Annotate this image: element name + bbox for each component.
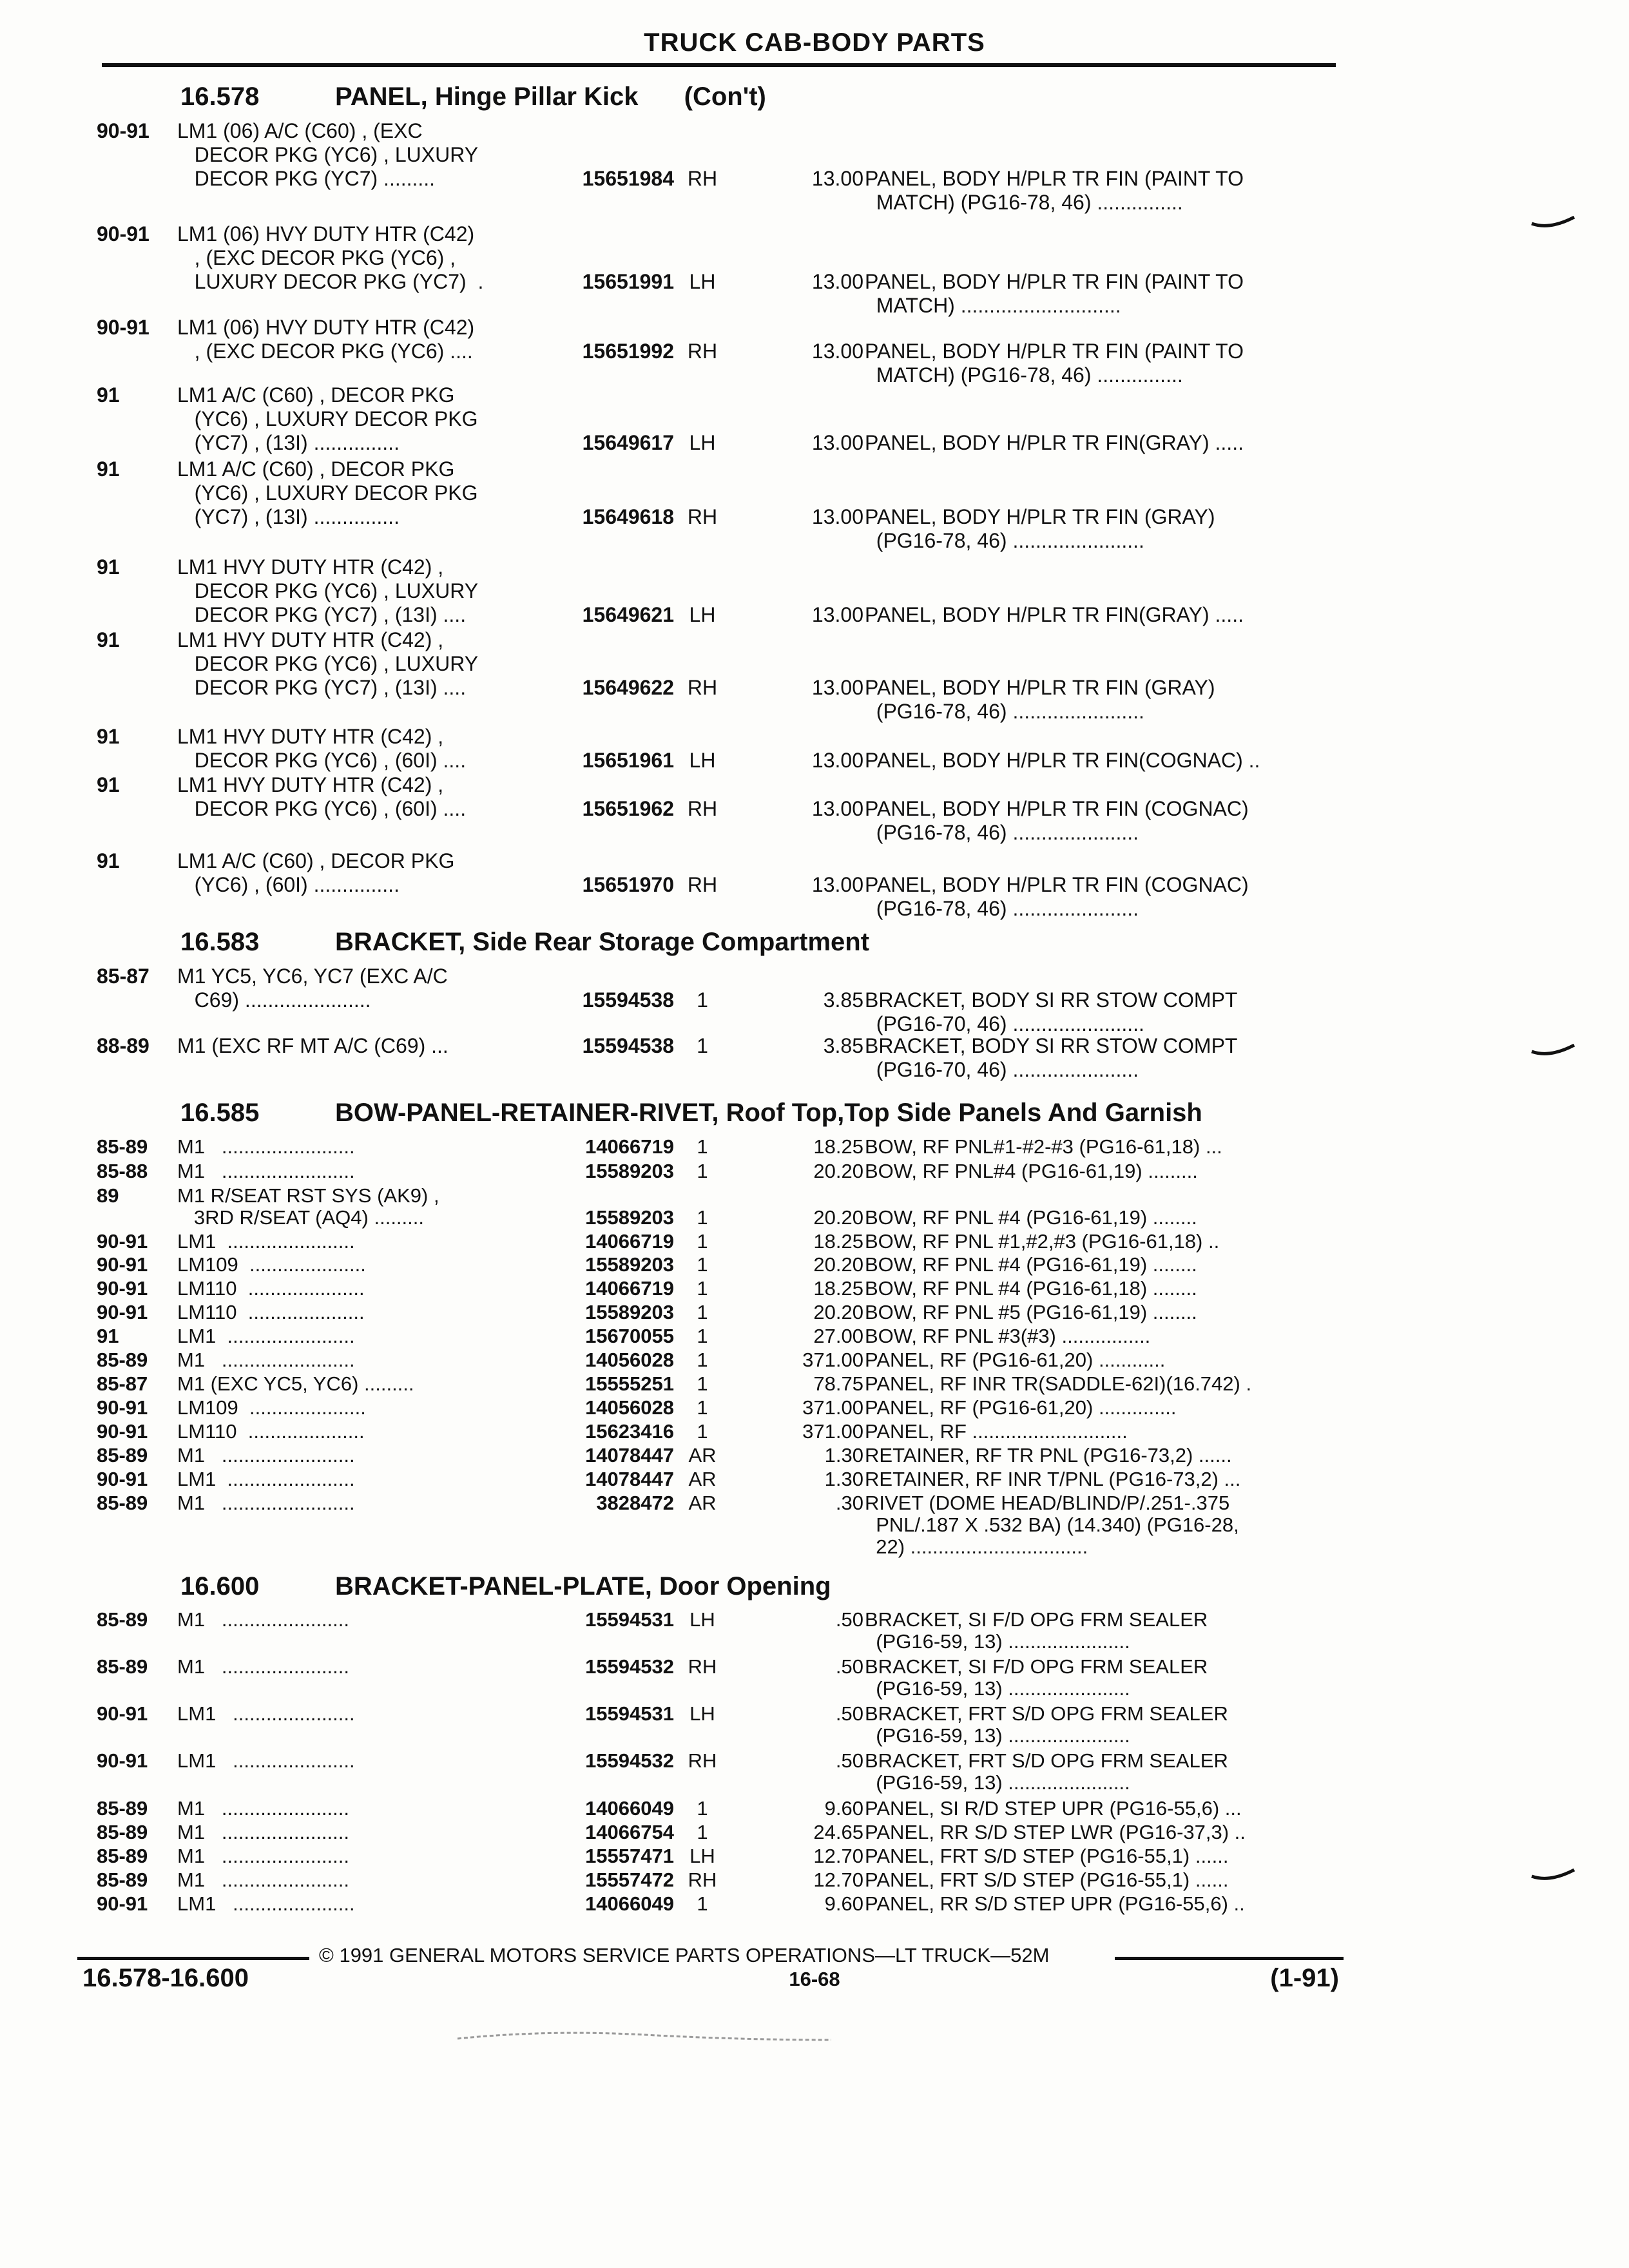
- usage-description: LM1 ......................: [177, 1749, 355, 1772]
- part-number: 15594531: [585, 1608, 674, 1631]
- usage-description: M1 .......................: [177, 1821, 349, 1843]
- model-years: 90-91: [97, 1253, 148, 1276]
- usage-description: LM1 .......................: [177, 1325, 355, 1347]
- part-name: BOW, RF PNL #1,#2,#3 (PG16-61,18) ..: [865, 1230, 1220, 1253]
- usage-description: M1 .......................: [177, 1655, 349, 1678]
- price: 12.70: [813, 1869, 863, 1891]
- usage-description: LM1 A/C (C60) , DECOR PKG (YC6) , (60I) ...............: [177, 849, 455, 896]
- quantity: 1: [697, 1135, 708, 1158]
- quantity: RH: [687, 167, 718, 190]
- price: 13.00: [811, 167, 863, 190]
- part-name: BRACKET, SI F/D OPG FRM SEALER (PG16-59, 13) ......................: [865, 1608, 1208, 1653]
- usage-description: LM1 (06) HVY DUTY HTR (C42) , (EXC DECOR PKG (YC6) ....: [177, 316, 475, 363]
- price: 20.20: [813, 1253, 863, 1276]
- quantity: 1: [697, 1034, 708, 1057]
- usage-description: M1 R/SEAT RST SYS (AK9) , 3RD R/SEAT (AQ4) .........: [177, 1184, 439, 1229]
- part-name: PANEL, BODY H/PLR TR FIN (COGNAC) (PG16-78, 46) ......................: [865, 873, 1249, 920]
- price: 13.00: [811, 797, 863, 820]
- price: .50: [835, 1749, 863, 1772]
- part-number: 15651984: [582, 167, 674, 190]
- part-number: 14078447: [585, 1444, 674, 1466]
- part-number: 15651992: [582, 340, 674, 363]
- price: 371.00: [802, 1396, 863, 1419]
- part-name: PANEL, BODY H/PLR TR FIN (COGNAC) (PG16-78, 46) ......................: [865, 797, 1249, 844]
- model-years: 90-91: [97, 222, 149, 245]
- part-number: 15651961: [582, 749, 674, 772]
- usage-description: M1 (EXC RF MT A/C (C69) ...: [177, 1034, 448, 1057]
- part-name: BOW, RF PNL #5 (PG16-61,19) ........: [865, 1301, 1197, 1323]
- quantity: 1: [697, 1372, 708, 1395]
- usage-description: LM1 A/C (C60) , DECOR PKG (YC6) , LUXURY DECOR PKG (YC7) , (13I) ...............: [177, 383, 478, 454]
- usage-description: LM1 HVY DUTY HTR (C42) , DECOR PKG (YC6) , LUXURY DECOR PKG (YC7) , (13I) ....: [177, 628, 479, 699]
- model-years: 89: [97, 1184, 119, 1207]
- part-number: 15594538: [582, 1034, 674, 1057]
- section-number: 16.578: [180, 82, 260, 111]
- model-years: 90-91: [97, 316, 149, 339]
- part-number: 15594532: [585, 1749, 674, 1772]
- model-years: 85-89: [97, 1492, 148, 1514]
- quantity: 1: [697, 1420, 708, 1443]
- price: 13.00: [811, 873, 863, 896]
- part-number: 14066719: [585, 1277, 674, 1300]
- quantity: 1: [697, 1821, 708, 1843]
- part-number: 15651970: [582, 873, 674, 896]
- section-header-16585: [97, 1099, 1336, 1129]
- model-years: 85-89: [97, 1349, 148, 1371]
- model-years: 85-89: [97, 1135, 148, 1158]
- quantity: 1: [697, 1277, 708, 1300]
- model-years: 91: [97, 849, 120, 872]
- part-name: BOW, RF PNL #4 (PG16-61,19) ........: [865, 1206, 1197, 1229]
- model-years: 91: [97, 628, 120, 651]
- part-name: BRACKET, BODY SI RR STOW COMPT (PG16-70, 46) .......................: [865, 988, 1238, 1035]
- part-name: BRACKET, SI F/D OPG FRM SEALER (PG16-59, 13) ......................: [865, 1655, 1208, 1700]
- part-number: 15670055: [585, 1325, 674, 1347]
- usage-description: LM110 .....................: [177, 1277, 365, 1300]
- part-name: PANEL, RR S/D STEP LWR (PG16-37,3) ..: [865, 1821, 1246, 1843]
- usage-description: M1 .......................: [177, 1797, 349, 1820]
- usage-description: LM1 A/C (C60) , DECOR PKG (YC6) , LUXURY DECOR PKG (YC7) , (13I) ...............: [177, 457, 478, 528]
- part-name: BRACKET, BODY SI RR STOW COMPT (PG16-70, 46) ......................: [865, 1034, 1238, 1081]
- part-number: 14066719: [585, 1230, 674, 1253]
- part-name: RETAINER, RF TR PNL (PG16-73,2) ......: [865, 1444, 1232, 1466]
- part-number: 14056028: [585, 1396, 674, 1419]
- part-name: PANEL, BODY H/PLR TR FIN(GRAY) .....: [865, 431, 1244, 454]
- model-years: 91: [97, 725, 120, 748]
- page-title: TRUCK CAB-BODY PARTS: [644, 28, 985, 57]
- part-name: BOW, RF PNL #4 (PG16-61,19) ........: [865, 1253, 1197, 1276]
- model-years: 90-91: [97, 1892, 148, 1915]
- part-name: PANEL, RR S/D STEP UPR (PG16-55,6) ..: [865, 1892, 1245, 1915]
- quantity: RH: [687, 873, 718, 896]
- usage-description: LM110 .....................: [177, 1301, 365, 1323]
- section-title: BOW-PANEL-RETAINER-RIVET, Roof Top,Top Side Panels And Garnish: [335, 1099, 1202, 1127]
- part-name: BOW, RF PNL #4 (PG16-61,18) ........: [865, 1277, 1197, 1300]
- part-number: 14066049: [585, 1892, 674, 1915]
- quantity: RH: [688, 1869, 717, 1891]
- usage-description: M1 ........................: [177, 1160, 355, 1182]
- model-years: 91: [97, 383, 120, 407]
- model-years: 90-91: [97, 1468, 148, 1490]
- usage-description: LM1 ......................: [177, 1702, 355, 1725]
- price: 13.00: [811, 749, 863, 772]
- model-years: 90-91: [97, 119, 149, 142]
- model-years: 90-91: [97, 1420, 148, 1443]
- part-name: PANEL, FRT S/D STEP (PG16-55,1) ......: [865, 1845, 1229, 1867]
- price: 371.00: [802, 1420, 863, 1443]
- price: 9.60: [824, 1892, 863, 1915]
- quantity: 1: [697, 1230, 708, 1253]
- price: 371.00: [802, 1349, 863, 1371]
- model-years: 85-89: [97, 1655, 148, 1678]
- price: 20.20: [813, 1206, 863, 1229]
- part-number: 15589203: [585, 1253, 674, 1276]
- binder-mark-icon: [1530, 216, 1576, 230]
- usage-description: M1 YC5, YC6, YC7 (EXC A/C C69) ......................: [177, 965, 448, 1012]
- usage-description: LM1 (06) HVY DUTY HTR (C42) , (EXC DECOR PKG (YC6) , LUXURY DECOR PKG (YC7) .: [177, 222, 484, 293]
- section-title: PANEL, Hinge Pillar Kick (Con't): [335, 82, 766, 111]
- price: 18.25: [813, 1277, 863, 1300]
- price: 20.20: [813, 1301, 863, 1323]
- usage-description: LM1 HVY DUTY HTR (C42) , DECOR PKG (YC6) , (60I) ....: [177, 725, 467, 772]
- part-name: PANEL, SI R/D STEP UPR (PG16-55,6) ...: [865, 1797, 1242, 1820]
- usage-description: LM1 ......................: [177, 1892, 355, 1915]
- quantity: 1: [697, 1325, 708, 1347]
- model-years: 91: [97, 457, 120, 481]
- part-name: PANEL, RF INR TR(SADDLE-62I)(16.742) .: [865, 1372, 1252, 1395]
- model-years: 90-91: [97, 1396, 148, 1419]
- part-name: RIVET (DOME HEAD/BLIND/P/.251-.375 PNL/.187 X .532 BA) (14.340) (PG16-28, 22) ................................: [865, 1492, 1239, 1558]
- part-number: 15557471: [585, 1845, 674, 1867]
- part-number: 15651991: [582, 270, 674, 293]
- part-number: 15649618: [582, 505, 674, 528]
- part-name: PANEL, FRT S/D STEP (PG16-55,1) ......: [865, 1869, 1229, 1891]
- model-years: 90-91: [97, 1230, 148, 1253]
- usage-description: M1 .......................: [177, 1845, 349, 1867]
- part-number: 15649622: [582, 676, 674, 699]
- footer-rule-right: [1115, 1957, 1344, 1960]
- part-number: 14066049: [585, 1797, 674, 1820]
- quantity: 1: [697, 988, 708, 1012]
- footer-revision-date: (1-91): [1270, 1964, 1339, 1992]
- binder-mark-icon: [1530, 1869, 1576, 1883]
- price: 78.75: [813, 1372, 863, 1395]
- part-number: 15649617: [582, 431, 674, 454]
- model-years: 85-89: [97, 1797, 148, 1820]
- price: .30: [835, 1492, 863, 1514]
- model-years: 91: [97, 555, 120, 579]
- part-number: 15589203: [585, 1160, 674, 1182]
- quantity: 1: [697, 1206, 708, 1229]
- usage-description: LM1 HVY DUTY HTR (C42) , DECOR PKG (YC6) , LUXURY DECOR PKG (YC7) , (13I) ....: [177, 555, 479, 626]
- usage-description: M1 ........................: [177, 1492, 355, 1514]
- quantity: AR: [688, 1468, 717, 1490]
- quantity: LH: [689, 603, 716, 626]
- quantity: RH: [687, 797, 718, 820]
- usage-description: M1 .......................: [177, 1608, 349, 1631]
- part-name: PANEL, BODY H/PLR TR FIN(COGNAC) ..: [865, 749, 1260, 772]
- price: 1.30: [824, 1444, 863, 1466]
- quantity: LH: [689, 749, 716, 772]
- model-years: 91: [97, 1325, 119, 1347]
- usage-description: M1 ........................: [177, 1349, 355, 1371]
- quantity: 1: [697, 1892, 708, 1915]
- part-number: 15594538: [582, 988, 674, 1012]
- price: 13.00: [811, 340, 863, 363]
- part-number: 3828472: [596, 1492, 674, 1514]
- usage-description: LM1 .......................: [177, 1468, 355, 1490]
- quantity: LH: [689, 270, 716, 293]
- footer-section-range: 16.578-16.600: [82, 1964, 249, 1992]
- part-number: 15557472: [585, 1869, 674, 1891]
- quantity: 1: [697, 1797, 708, 1820]
- price: 24.65: [813, 1821, 863, 1843]
- model-years: 85-89: [97, 1608, 148, 1631]
- quantity: 1: [697, 1160, 708, 1182]
- part-name: PANEL, BODY H/PLR TR FIN (GRAY) (PG16-78, 46) .......................: [865, 676, 1215, 723]
- part-number: 15651962: [582, 797, 674, 820]
- model-years: 90-91: [97, 1277, 148, 1300]
- quantity: LH: [689, 1608, 715, 1631]
- price: 18.25: [813, 1230, 863, 1253]
- model-years: 85-89: [97, 1444, 148, 1466]
- part-number: 14066719: [585, 1135, 674, 1158]
- header-rule: [102, 63, 1336, 67]
- quantity: LH: [689, 1702, 715, 1725]
- part-number: 15555251: [585, 1372, 674, 1395]
- quantity: RH: [688, 1749, 717, 1772]
- price: 1.30: [824, 1468, 863, 1490]
- quantity: 1: [697, 1349, 708, 1371]
- footer-rule-left: [77, 1957, 309, 1960]
- usage-description: LM1 (06) A/C (C60) , (EXC DECOR PKG (YC6) , LUXURY DECOR PKG (YC7) .........: [177, 119, 479, 190]
- price: 13.00: [811, 505, 863, 528]
- part-number: 15649621: [582, 603, 674, 626]
- part-name: PANEL, BODY H/PLR TR FIN (PAINT TO MATCH) ............................: [865, 270, 1244, 317]
- model-years: 85-87: [97, 965, 149, 988]
- part-name: BOW, RF PNL#1-#2-#3 (PG16-61,18) ...: [865, 1135, 1222, 1158]
- usage-description: LM1 HVY DUTY HTR (C42) , DECOR PKG (YC6) , (60I) ....: [177, 773, 467, 820]
- section-header-16578: [97, 82, 1336, 113]
- model-years: 90-91: [97, 1702, 148, 1725]
- footer-page-number: 16-68: [789, 1968, 840, 1990]
- model-years: 85-89: [97, 1821, 148, 1843]
- usage-description: LM1 .......................: [177, 1230, 355, 1253]
- section-header-16600: [97, 1572, 1336, 1603]
- section-number: 16.585: [180, 1099, 260, 1127]
- price: 3.85: [823, 988, 863, 1012]
- part-name: PANEL, RF ............................: [865, 1420, 1128, 1443]
- part-number: 15594531: [585, 1702, 674, 1725]
- quantity: AR: [688, 1492, 717, 1514]
- price: 13.00: [811, 270, 863, 293]
- part-name: PANEL, BODY H/PLR TR FIN (GRAY) (PG16-78, 46) .......................: [865, 505, 1215, 552]
- model-years: 91: [97, 773, 120, 796]
- price: 13.00: [811, 603, 863, 626]
- quantity: 1: [697, 1301, 708, 1323]
- part-number: 14066754: [585, 1821, 674, 1843]
- part-name: PANEL, RF (PG16-61,20) ..............: [865, 1396, 1177, 1419]
- usage-description: LM110 .....................: [177, 1420, 365, 1443]
- usage-description: M1 ........................: [177, 1444, 355, 1466]
- part-name: BRACKET, FRT S/D OPG FRM SEALER (PG16-59, 13) ......................: [865, 1749, 1228, 1794]
- price: .50: [835, 1655, 863, 1678]
- price: .50: [835, 1608, 863, 1631]
- section-header-16583: [97, 928, 1336, 959]
- quantity: RH: [687, 505, 718, 528]
- quantity: 1: [697, 1253, 708, 1276]
- quantity: RH: [688, 1655, 717, 1678]
- part-name: PANEL, BODY H/PLR TR FIN (PAINT TO MATCH) (PG16-78, 46) ...............: [865, 167, 1244, 214]
- model-years: 90-91: [97, 1749, 148, 1772]
- binder-mark-icon: [1530, 1044, 1576, 1058]
- part-number: 15589203: [585, 1301, 674, 1323]
- price: 27.00: [813, 1325, 863, 1347]
- price: 3.85: [823, 1034, 863, 1057]
- section-number: 16.583: [180, 928, 260, 956]
- usage-description: M1 ........................: [177, 1135, 355, 1158]
- quantity: 1: [697, 1396, 708, 1419]
- model-years: 88-89: [97, 1034, 149, 1057]
- usage-description: M1 (EXC YC5, YC6) .........: [177, 1372, 414, 1395]
- model-years: 85-89: [97, 1869, 148, 1891]
- model-years: 85-88: [97, 1160, 148, 1182]
- price: 9.60: [824, 1797, 863, 1820]
- usage-description: LM109 .....................: [177, 1396, 366, 1419]
- part-number: 15589203: [585, 1206, 674, 1229]
- model-years: 90-91: [97, 1301, 148, 1323]
- scan-smudge: [451, 2024, 838, 2044]
- price: 13.00: [811, 431, 863, 454]
- part-name: PANEL, RF (PG16-61,20) ............: [865, 1349, 1166, 1371]
- price: 18.25: [813, 1135, 863, 1158]
- part-name: BOW, RF PNL#4 (PG16-61,19) .........: [865, 1160, 1198, 1182]
- section-number: 16.600: [180, 1572, 260, 1600]
- part-name: BOW, RF PNL #3(#3) ................: [865, 1325, 1151, 1347]
- part-name: RETAINER, RF INR T/PNL (PG16-73,2) ...: [865, 1468, 1241, 1490]
- quantity: RH: [687, 340, 718, 363]
- quantity: LH: [689, 431, 716, 454]
- part-number: 15623416: [585, 1420, 674, 1443]
- part-number: 14078447: [585, 1468, 674, 1490]
- usage-description: LM109 .....................: [177, 1253, 366, 1276]
- part-number: 14056028: [585, 1349, 674, 1371]
- price: 20.20: [813, 1160, 863, 1182]
- quantity: AR: [688, 1444, 717, 1466]
- part-name: BRACKET, FRT S/D OPG FRM SEALER (PG16-59, 13) ......................: [865, 1702, 1228, 1747]
- price: .50: [835, 1702, 863, 1725]
- model-years: 85-87: [97, 1372, 148, 1395]
- footer-copyright: © 1991 GENERAL MOTORS SERVICE PARTS OPERATIONS—LT TRUCK—52M: [319, 1944, 1050, 1966]
- price: 13.00: [811, 676, 863, 699]
- price: 12.70: [813, 1845, 863, 1867]
- model-years: 85-89: [97, 1845, 148, 1867]
- section-title: BRACKET, Side Rear Storage Compartment: [335, 928, 870, 956]
- quantity: RH: [687, 676, 718, 699]
- section-title: BRACKET-PANEL-PLATE, Door Opening: [335, 1572, 831, 1600]
- usage-description: M1 .......................: [177, 1869, 349, 1891]
- part-number: 15594532: [585, 1655, 674, 1678]
- part-name: PANEL, BODY H/PLR TR FIN (PAINT TO MATCH) (PG16-78, 46) ...............: [865, 340, 1244, 387]
- quantity: LH: [689, 1845, 715, 1867]
- part-name: PANEL, BODY H/PLR TR FIN(GRAY) .....: [865, 603, 1244, 626]
